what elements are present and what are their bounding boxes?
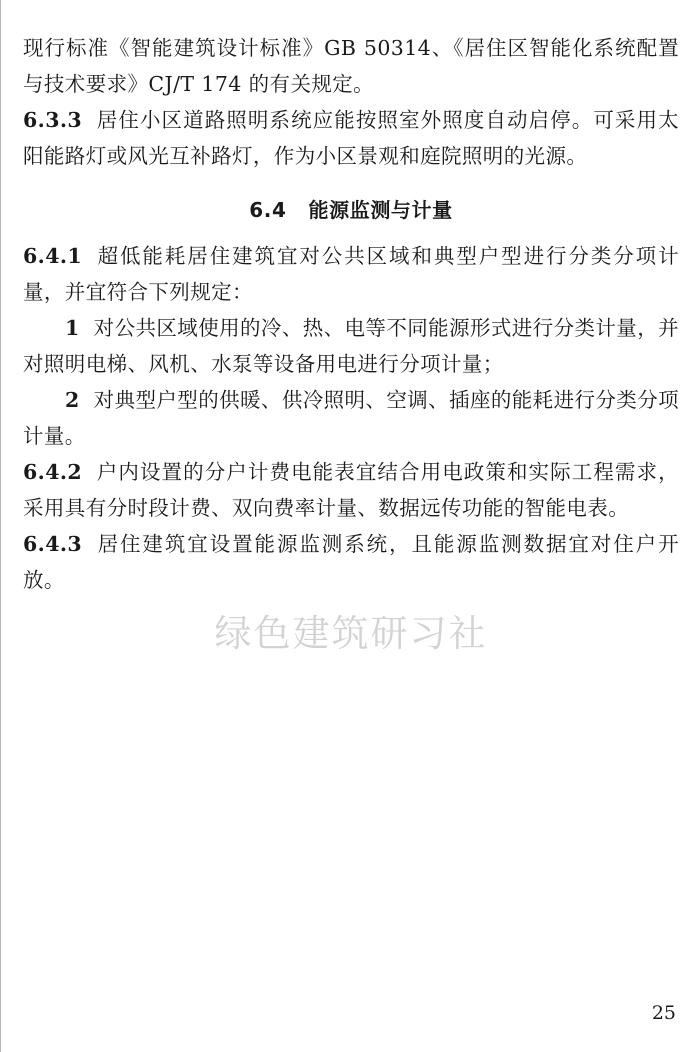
clause-text: 超低能耗居住建筑宜对公共区域和典型户型进行分类分项计量，并宜符合下列规定：: [23, 244, 679, 304]
item-number: 2: [65, 388, 80, 412]
clause-text: 户内设置的分户计费电能表宜结合用电政策和实际工程需求，采用具有分时段计费、双向费率计量、数据远传功能的智能电表。: [23, 460, 679, 520]
carry-over-paragraph: [23, 30, 679, 102]
clause-number: 6.3.3: [23, 108, 83, 132]
clause-6-4-3: [23, 526, 679, 598]
page-content: [23, 30, 679, 598]
item-text: 对典型户型的供暖、供冷照明、空调、插座的能耗进行分类分项计量。: [23, 388, 679, 448]
clause-text: 居住小区道路照明系统应能按照室外照度自动启停。可采用太阳能路灯或风光互补路灯，作为小区景观和庭院照明的光源。: [23, 108, 679, 168]
carry-over-text: 现行标准《智能建筑设计标准》GB 50314、《居住区智能化系统配置与技术要求》CJ/T 174 的有关规定。: [23, 36, 679, 96]
page-number: 25: [651, 1002, 676, 1024]
section-heading-6-4: [23, 192, 679, 228]
clause-6-3-3: [23, 102, 679, 174]
clause-number: 6.4.3: [23, 532, 83, 556]
clause-6-4-1: [23, 238, 679, 310]
clause-text: 居住建筑宜设置能源监测系统，且能源监测数据宜对住户开放。: [23, 532, 679, 592]
clause-6-4-1-item-2: [23, 382, 679, 454]
section-title: 能源监测与计量: [308, 198, 453, 222]
watermark-text: 绿色建筑研习社: [214, 612, 488, 655]
clause-6-4-1-item-1: [23, 310, 679, 382]
clause-number: 6.4.1: [23, 244, 83, 268]
item-text: 对公共区域使用的冷、热、电等不同能源形式进行分类计量，并对照明电梯、风机、水泵等设备用电进行分项计量；: [23, 316, 679, 376]
item-number: 1: [65, 316, 80, 340]
clause-6-4-2: [23, 454, 679, 526]
section-number: 6.4: [249, 198, 287, 222]
clause-number: 6.4.2: [23, 460, 83, 484]
